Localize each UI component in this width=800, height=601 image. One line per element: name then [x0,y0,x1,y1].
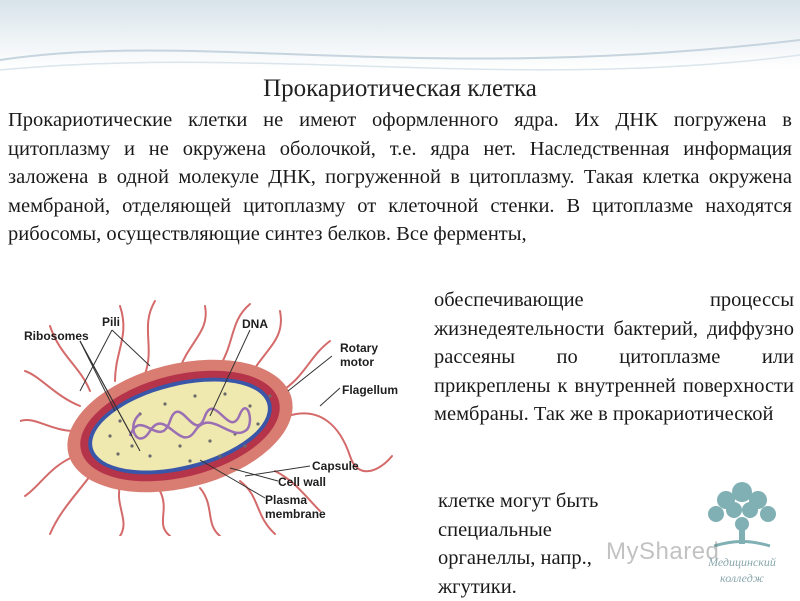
page-title: Прокариотическая клетка [263,75,537,102]
logo-text-line2: колледж [720,571,764,585]
label-capsule: Capsule [312,459,359,473]
continuation-line: специальные [438,518,552,541]
college-logo [684,470,800,590]
continuation-line: клетке могут быть [438,490,599,512]
continuation-paragraph: обеспечивающие процессы жизнедеятельности бактерий, диффузно рассеяны по цитоплазме или прикреплены к внутренней поверхности мембраны. Так же в прокариотической [434,289,794,426]
logo-text-line1: Медицинский [708,555,776,569]
watermark: MyShared [606,538,720,565]
label-cell-wall: Cell wall [278,475,327,489]
label-plasma-membrane-line2: membrane [265,507,326,521]
cell-illustration [20,296,412,536]
body-paragraph: Прокариотические клетки не имеют оформленного ядра. Их ДНК погружена в цитоплазму и не окружена оболочкой, т.е. ядра нет. Наследственная информация заложена в одной молекуле ДНК, погруженной в цитоплазму. Такая клетка окружена мембраной, отделяющей цитоплазму от клеточной стенки. В цитоплазме находятся рибосомы, осуществляющие синтез белков. Все ферменты, [8,109,792,246]
label-rotary-motor-line1: Rotary [340,341,379,355]
label-pili: Pili [102,315,121,329]
tree-icon [708,482,776,546]
header-curve-decoration [0,0,800,80]
label-dna: DNA [242,317,268,331]
label-rotary-motor-line2: motor [340,355,374,369]
prokaryotic-cell-diagram [20,296,412,536]
continuation-line: жгутики. [438,575,517,598]
label-ribosomes: Ribosomes [24,329,89,343]
label-flagellum: Flagellum [342,383,399,397]
continuation-line: органеллы, напр., [438,547,592,570]
label-plasma-membrane-line1: Plasma [265,493,308,507]
